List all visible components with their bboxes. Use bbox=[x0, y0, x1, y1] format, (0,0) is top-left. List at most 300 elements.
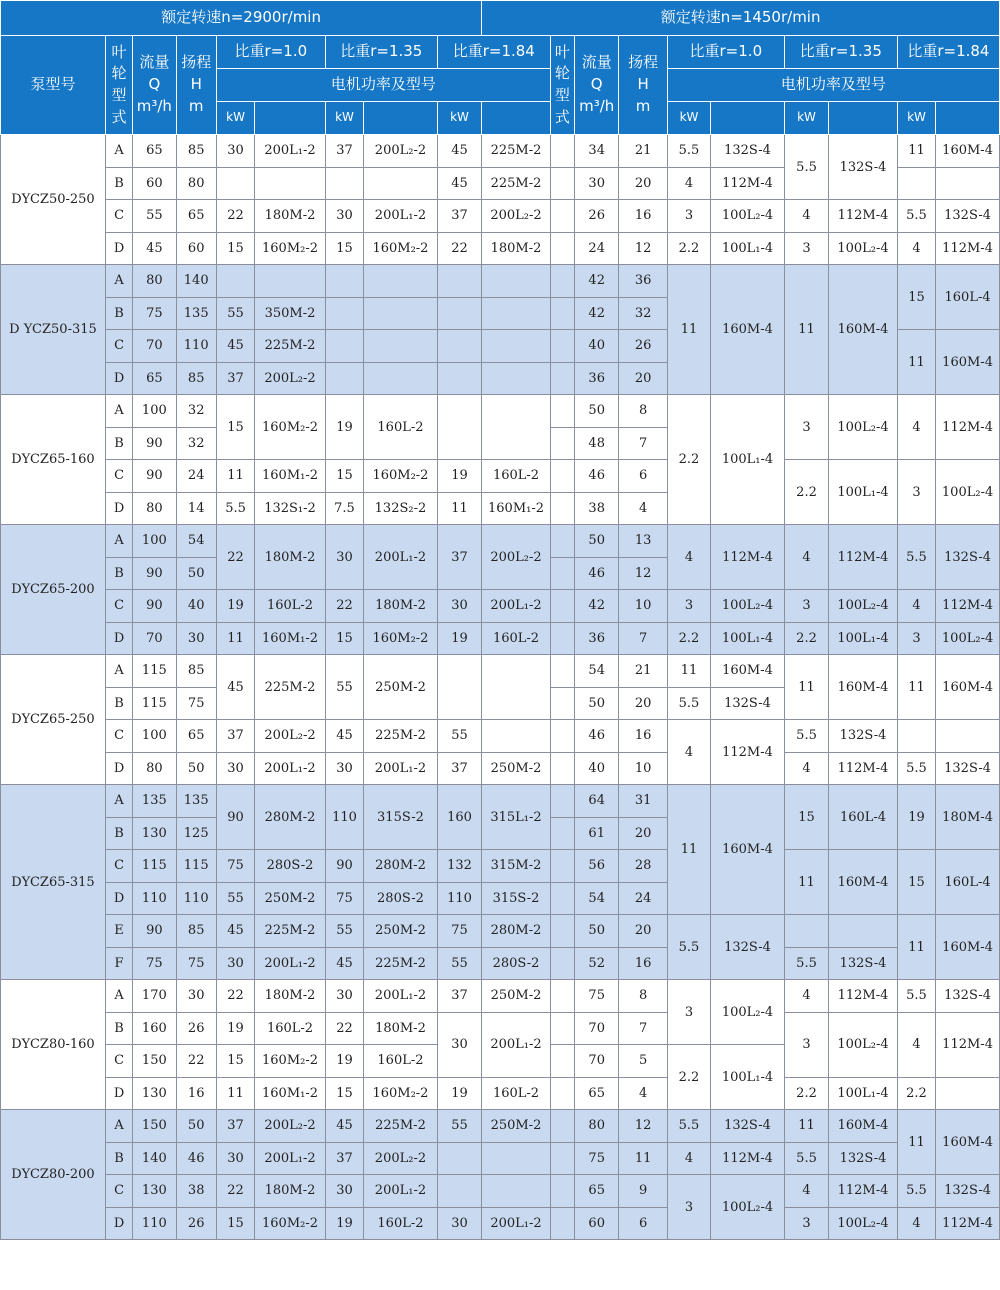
cell-motor-2900-r184: 225M-2 bbox=[482, 167, 551, 200]
cell-flow: 160 bbox=[133, 1012, 176, 1045]
cell-kw-2900-r184 bbox=[437, 655, 481, 720]
cell-flow: 140 bbox=[133, 1142, 176, 1175]
cell-motor-2900-r135: 250M-2 bbox=[364, 655, 438, 720]
table-row bbox=[1, 135, 1000, 168]
cell-kw-1450-r10: 5.5 bbox=[667, 915, 710, 980]
cell-head-1450: 20 bbox=[619, 362, 667, 395]
cell-impeller: A bbox=[105, 785, 132, 818]
cell-kw-2900-r135: 37 bbox=[325, 135, 363, 168]
cell-head: 85 bbox=[176, 362, 216, 395]
cell-motor-1450-r10: 112M-4 bbox=[711, 720, 785, 785]
cell-flow: 90 bbox=[133, 427, 176, 460]
cell-flow-1450: 50 bbox=[575, 525, 619, 558]
cell-impeller-1450 bbox=[550, 232, 574, 265]
pump-group bbox=[1, 265, 1000, 395]
cell-motor-2900-r135: 160L-2 bbox=[364, 395, 438, 460]
cell-head-1450: 16 bbox=[619, 947, 667, 980]
cell-motor-2900-r135: 180M-2 bbox=[364, 590, 438, 623]
cell-flow: 75 bbox=[133, 297, 176, 330]
cell-head: 110 bbox=[176, 330, 216, 363]
cell-kw-2900-r135 bbox=[325, 330, 363, 363]
cell-motor-1450-r135: 112M-4 bbox=[829, 525, 898, 590]
cell-flow-1450: 36 bbox=[575, 362, 619, 395]
cell-flow-1450: 80 bbox=[575, 1110, 619, 1143]
cell-head-1450: 36 bbox=[619, 265, 667, 298]
cell-kw-1450-r184: 5.5 bbox=[897, 525, 935, 590]
cell-kw-1450-r135: 11 bbox=[784, 655, 828, 720]
cell-impeller-1450 bbox=[550, 785, 574, 818]
cell-flow-1450: 70 bbox=[575, 1012, 619, 1045]
pump-group bbox=[1, 525, 1000, 655]
cell-motor-1450-r184: 160M-4 bbox=[936, 135, 1000, 168]
cell-impeller-1450 bbox=[550, 817, 574, 850]
cell-head: 26 bbox=[176, 1012, 216, 1045]
cell-motor-2900-r10 bbox=[255, 167, 326, 200]
cell-head: 60 bbox=[176, 232, 216, 265]
cell-motor-2900-r10: 160M₁-2 bbox=[255, 1077, 326, 1110]
cell-head-1450: 12 bbox=[619, 557, 667, 590]
cell-motor-1450-r10: 100L₁-4 bbox=[711, 622, 785, 655]
cell-impeller: C bbox=[105, 1175, 132, 1208]
cell-impeller: C bbox=[105, 1045, 132, 1078]
cell-kw-1450-r135: 4 bbox=[784, 525, 828, 590]
cell-flow-1450: 46 bbox=[575, 557, 619, 590]
cell-kw-1450-r184: 11 bbox=[897, 1110, 935, 1175]
cell-impeller-1450 bbox=[550, 687, 574, 720]
cell-flow-1450: 46 bbox=[575, 720, 619, 753]
cell-kw-2900-r10: 11 bbox=[216, 622, 254, 655]
cell-head: 22 bbox=[176, 1045, 216, 1078]
impeller-header-2: 叶 轮 型 式 bbox=[550, 36, 574, 135]
cell-impeller-1450 bbox=[550, 752, 574, 785]
cell-head-1450: 12 bbox=[619, 1110, 667, 1143]
cell-kw-1450-r10: 5.5 bbox=[667, 1110, 710, 1143]
cell-motor-1450-r135: 132S-4 bbox=[829, 135, 898, 200]
cell-motor-2900-r184: 225M-2 bbox=[482, 135, 551, 168]
cell-impeller: F bbox=[105, 947, 132, 980]
cell-impeller: A bbox=[105, 980, 132, 1013]
table-row bbox=[1, 1110, 1000, 1143]
cell-flow: 65 bbox=[133, 362, 176, 395]
cell-kw-2900-r184: 22 bbox=[437, 232, 481, 265]
cell-motor-1450-r184: 132S-4 bbox=[936, 1175, 1000, 1208]
cell-flow: 100 bbox=[133, 720, 176, 753]
cell-motor-2900-r184 bbox=[482, 330, 551, 363]
pump-model-cell: D YCZ50-315 bbox=[1, 265, 106, 395]
cell-flow-1450: 65 bbox=[575, 1077, 619, 1110]
cell-head-1450: 4 bbox=[619, 492, 667, 525]
cell-flow-1450: 70 bbox=[575, 1045, 619, 1078]
pump-group bbox=[1, 395, 1000, 525]
cell-motor-2900-r184: 315L₁-2 bbox=[482, 785, 551, 850]
cell-motor-2900-r135: 200L₁-2 bbox=[364, 1175, 438, 1208]
cell-motor-1450-r10: 112M-4 bbox=[711, 167, 785, 200]
cell-kw-2900-r135: 30 bbox=[325, 980, 363, 1013]
cell-flow: 135 bbox=[133, 785, 176, 818]
cell-motor-2900-r184: 315M-2 bbox=[482, 850, 551, 883]
cell-kw-1450-r135: 15 bbox=[784, 785, 828, 850]
cell-motor-2900-r184 bbox=[482, 265, 551, 298]
cell-flow: 170 bbox=[133, 980, 176, 1013]
cell-flow: 65 bbox=[133, 135, 176, 168]
cell-head: 85 bbox=[176, 915, 216, 948]
cell-kw-2900-r135: 15 bbox=[325, 1077, 363, 1110]
sg135-header-2: 比重r=1.35 bbox=[784, 36, 897, 69]
cell-kw-2900-r184: 30 bbox=[437, 1012, 481, 1077]
cell-kw-2900-r135: 90 bbox=[325, 850, 363, 883]
cell-head-1450: 6 bbox=[619, 1207, 667, 1240]
cell-impeller: D bbox=[105, 362, 132, 395]
cell-kw-2900-r135 bbox=[325, 167, 363, 200]
table-row bbox=[1, 590, 1000, 623]
cell-kw-1450-r184: 19 bbox=[897, 785, 935, 850]
cell-impeller-1450 bbox=[550, 525, 574, 558]
sg184-header: 比重r=1.84 bbox=[437, 36, 550, 69]
cell-motor-2900-r135: 200L₁-2 bbox=[364, 980, 438, 1013]
cell-flow-1450: 75 bbox=[575, 980, 619, 1013]
cell-flow: 60 bbox=[133, 167, 176, 200]
cell-motor-1450-r10: 100L₂-4 bbox=[711, 590, 785, 623]
cell-motor-2900-r184: 315S-2 bbox=[482, 882, 551, 915]
cell-impeller-1450 bbox=[550, 135, 574, 168]
cell-flow: 90 bbox=[133, 915, 176, 948]
cell-head: 30 bbox=[176, 980, 216, 1013]
cell-flow-1450: 56 bbox=[575, 850, 619, 883]
cell-kw-2900-r184 bbox=[437, 265, 481, 298]
cell-kw-1450-r184: 4 bbox=[897, 1207, 935, 1240]
cell-motor-1450-r10: 112M-4 bbox=[711, 1142, 785, 1175]
cell-head-1450: 7 bbox=[619, 1012, 667, 1045]
cell-motor-1450-r184: 100L₂-4 bbox=[936, 460, 1000, 525]
cell-kw-1450-r184: 4 bbox=[897, 1012, 935, 1077]
cell-kw-1450-r184: 15 bbox=[897, 850, 935, 915]
cell-motor-2900-r184: 200L₂-2 bbox=[482, 525, 551, 590]
cell-kw-2900-r135: 30 bbox=[325, 525, 363, 590]
cell-kw-2900-r10: 30 bbox=[216, 1142, 254, 1175]
cell-kw-2900-r10: 30 bbox=[216, 135, 254, 168]
cell-kw-1450-r135: 3 bbox=[784, 395, 828, 460]
cell-kw-2900-r135 bbox=[325, 362, 363, 395]
cell-motor-1450-r10: 160M-4 bbox=[711, 265, 785, 395]
cell-motor-1450-r135: 132S-4 bbox=[829, 1142, 898, 1175]
cell-flow: 90 bbox=[133, 590, 176, 623]
cell-kw-2900-r135: 15 bbox=[325, 622, 363, 655]
cell-head-1450: 20 bbox=[619, 817, 667, 850]
cell-flow-1450: 54 bbox=[575, 882, 619, 915]
cell-impeller-1450 bbox=[550, 492, 574, 525]
cell-motor-2900-r135: 160M₂-2 bbox=[364, 1077, 438, 1110]
cell-kw-2900-r135 bbox=[325, 265, 363, 298]
cell-kw-1450-r184: 5.5 bbox=[897, 752, 935, 785]
cell-motor-1450-r135: 160M-4 bbox=[829, 1110, 898, 1143]
cell-kw-2900-r10: 15 bbox=[216, 1207, 254, 1240]
cell-motor-1450-r10: 100L₁-4 bbox=[711, 395, 785, 525]
cell-kw-2900-r135: 19 bbox=[325, 1045, 363, 1078]
cell-motor-2900-r10: 160M₂-2 bbox=[255, 395, 326, 460]
cell-kw-2900-r184: 75 bbox=[437, 915, 481, 948]
table-row bbox=[1, 1142, 1000, 1175]
cell-kw-2900-r184: 30 bbox=[437, 590, 481, 623]
cell-kw-1450-r184: 2.2 bbox=[897, 1077, 935, 1110]
cell-flow-1450: 61 bbox=[575, 817, 619, 850]
cell-kw-2900-r135: 30 bbox=[325, 1175, 363, 1208]
cell-flow-1450: 42 bbox=[575, 265, 619, 298]
cell-impeller: B bbox=[105, 167, 132, 200]
cell-kw-2900-r10 bbox=[216, 167, 254, 200]
cell-motor-1450-r10: 160M-4 bbox=[711, 655, 785, 688]
cell-kw-2900-r10 bbox=[216, 265, 254, 298]
cell-head-1450: 7 bbox=[619, 622, 667, 655]
cell-motor-1450-r135: 132S-4 bbox=[829, 947, 898, 980]
cell-kw-1450-r184: 4 bbox=[897, 232, 935, 265]
cell-impeller-1450 bbox=[550, 1175, 574, 1208]
cell-impeller: A bbox=[105, 525, 132, 558]
cell-kw-2900-r184: 37 bbox=[437, 980, 481, 1013]
cell-motor-1450-r184 bbox=[936, 720, 1000, 753]
cell-flow: 90 bbox=[133, 460, 176, 493]
table-row bbox=[1, 850, 1000, 883]
cell-motor-2900-r10: 280M-2 bbox=[255, 785, 326, 850]
pump-model-cell: DYCZ80-200 bbox=[1, 1110, 106, 1240]
cell-motor-2900-r184: 280M-2 bbox=[482, 915, 551, 948]
cell-head-1450: 11 bbox=[619, 1142, 667, 1175]
cell-kw-2900-r184: 45 bbox=[437, 135, 481, 168]
cell-motor-1450-r184: 112M-4 bbox=[936, 590, 1000, 623]
cell-kw-2900-r10: 15 bbox=[216, 395, 254, 460]
cell-head-1450: 24 bbox=[619, 882, 667, 915]
cell-motor-2900-r10: 160L-2 bbox=[255, 1012, 326, 1045]
kw-header: kW bbox=[216, 102, 254, 135]
cell-motor-2900-r135: 200L₂-2 bbox=[364, 1142, 438, 1175]
cell-motor-2900-r135: 200L₁-2 bbox=[364, 525, 438, 590]
cell-flow-1450: 24 bbox=[575, 232, 619, 265]
cell-kw-1450-r10: 3 bbox=[667, 200, 710, 233]
impeller-header: 叶 轮 型 式 bbox=[105, 36, 132, 135]
cell-kw-1450-r135: 3 bbox=[784, 590, 828, 623]
cell-kw-2900-r10: 30 bbox=[216, 947, 254, 980]
cell-motor-2900-r135: 200L₁-2 bbox=[364, 752, 438, 785]
cell-motor-2900-r184 bbox=[482, 720, 551, 753]
table-row bbox=[1, 1077, 1000, 1110]
cell-flow-1450: 40 bbox=[575, 752, 619, 785]
cell-flow-1450: 50 bbox=[575, 395, 619, 428]
cell-flow-1450: 48 bbox=[575, 427, 619, 460]
cell-kw-1450-r10: 3 bbox=[667, 590, 710, 623]
cell-flow-1450: 50 bbox=[575, 915, 619, 948]
cell-flow: 80 bbox=[133, 492, 176, 525]
cell-kw-2900-r10: 45 bbox=[216, 915, 254, 948]
sg184-header-2: 比重r=1.84 bbox=[897, 36, 999, 69]
cell-motor-1450-r184: 100L₂-4 bbox=[936, 622, 1000, 655]
cell-head: 32 bbox=[176, 395, 216, 428]
cell-motor-1450-r184: 160L-4 bbox=[936, 850, 1000, 915]
cell-motor-2900-r184: 200L₁-2 bbox=[482, 590, 551, 623]
speed-1450-header: 额定转速n=1450r/min bbox=[482, 1, 1000, 36]
cell-motor-1450-r135: 160M-4 bbox=[829, 850, 898, 915]
cell-motor-2900-r135: 160L-2 bbox=[364, 1207, 438, 1240]
cell-kw-1450-r135: 4 bbox=[784, 1175, 828, 1208]
cell-kw-2900-r10: 19 bbox=[216, 590, 254, 623]
table-row bbox=[1, 265, 1000, 298]
cell-kw-1450-r135: 2.2 bbox=[784, 460, 828, 525]
pump-model-cell: DYCZ65-315 bbox=[1, 785, 106, 980]
cell-kw-1450-r10: 2.2 bbox=[667, 1045, 710, 1110]
cell-kw-2900-r135: 110 bbox=[325, 785, 363, 850]
cell-flow-1450: 40 bbox=[575, 330, 619, 363]
cell-motor-2900-r135: 250M-2 bbox=[364, 915, 438, 948]
cell-motor-2900-r10: 180M-2 bbox=[255, 1175, 326, 1208]
cell-kw-1450-r135: 5.5 bbox=[784, 1142, 828, 1175]
cell-impeller: C bbox=[105, 720, 132, 753]
cell-kw-2900-r135: 45 bbox=[325, 720, 363, 753]
cell-impeller-1450 bbox=[550, 1207, 574, 1240]
cell-motor-2900-r184 bbox=[482, 1175, 551, 1208]
cell-kw-1450-r10: 11 bbox=[667, 785, 710, 915]
cell-flow: 80 bbox=[133, 752, 176, 785]
cell-motor-1450-r184: 112M-4 bbox=[936, 395, 1000, 460]
cell-motor-1450-r184: 112M-4 bbox=[936, 232, 1000, 265]
kw-header: kW bbox=[325, 102, 363, 135]
cell-kw-2900-r10: 90 bbox=[216, 785, 254, 850]
cell-head: 38 bbox=[176, 1175, 216, 1208]
cell-head-1450: 16 bbox=[619, 200, 667, 233]
cell-flow-1450: 38 bbox=[575, 492, 619, 525]
cell-motor-1450-r135: 160L-4 bbox=[829, 785, 898, 850]
cell-impeller-1450 bbox=[550, 427, 574, 460]
pump-group bbox=[1, 1110, 1000, 1240]
cell-kw-2900-r135: 55 bbox=[325, 915, 363, 948]
cell-kw-2900-r135: 45 bbox=[325, 947, 363, 980]
cell-motor-1450-r10: 112M-4 bbox=[711, 525, 785, 590]
cell-impeller-1450 bbox=[550, 395, 574, 428]
cell-impeller-1450 bbox=[550, 557, 574, 590]
cell-motor-1450-r135: 100L₁-4 bbox=[829, 622, 898, 655]
cell-kw-1450-r135: 5.5 bbox=[784, 720, 828, 753]
cell-head-1450: 10 bbox=[619, 752, 667, 785]
kw-header: kW bbox=[897, 102, 935, 135]
cell-head: 50 bbox=[176, 752, 216, 785]
cell-flow-1450: 26 bbox=[575, 200, 619, 233]
cell-motor-2900-r10: 200L₁-2 bbox=[255, 752, 326, 785]
cell-motor-2900-r135: 225M-2 bbox=[364, 947, 438, 980]
sg135-header: 比重r=1.35 bbox=[325, 36, 437, 69]
cell-kw-1450-r135: 11 bbox=[784, 850, 828, 915]
cell-motor-2900-r184 bbox=[482, 1142, 551, 1175]
cell-kw-1450-r184: 5.5 bbox=[897, 200, 935, 233]
cell-flow: 55 bbox=[133, 200, 176, 233]
cell-kw-2900-r10: 55 bbox=[216, 297, 254, 330]
cell-head: 135 bbox=[176, 785, 216, 818]
cell-motor-1450-r135: 132S-4 bbox=[829, 720, 898, 753]
cell-motor-2900-r135: 132S₂-2 bbox=[364, 492, 438, 525]
cell-motor-1450-r10: 100L₂-4 bbox=[711, 1175, 785, 1240]
cell-kw-1450-r135: 4 bbox=[784, 980, 828, 1013]
cell-head: 24 bbox=[176, 460, 216, 493]
cell-kw-1450-r184: 4 bbox=[897, 590, 935, 623]
flow-header-2: 流量 Q m³/h bbox=[575, 36, 619, 135]
cell-impeller-1450 bbox=[550, 947, 574, 980]
kw-header: kW bbox=[437, 102, 481, 135]
table-row bbox=[1, 200, 1000, 233]
cell-kw-2900-r10: 37 bbox=[216, 720, 254, 753]
cell-flow: 70 bbox=[133, 622, 176, 655]
cell-motor-2900-r135: 160M₂-2 bbox=[364, 460, 438, 493]
cell-kw-2900-r184 bbox=[437, 330, 481, 363]
cell-kw-1450-r10: 4 bbox=[667, 525, 710, 590]
cell-impeller-1450 bbox=[550, 167, 574, 200]
pump-model-cell: DYCZ80-160 bbox=[1, 980, 106, 1110]
cell-kw-1450-r10: 4 bbox=[667, 720, 710, 785]
cell-motor-1450-r135: 100L₂-4 bbox=[829, 1012, 898, 1077]
cell-impeller-1450 bbox=[550, 655, 574, 688]
pump-group bbox=[1, 655, 1000, 785]
cell-impeller: D bbox=[105, 622, 132, 655]
cell-kw-2900-r10: 22 bbox=[216, 525, 254, 590]
cell-kw-2900-r135: 30 bbox=[325, 752, 363, 785]
cell-flow-1450: 52 bbox=[575, 947, 619, 980]
cell-motor-1450-r10: 100L₂-4 bbox=[711, 980, 785, 1045]
cell-motor-2900-r10: 200L₂-2 bbox=[255, 1110, 326, 1143]
cell-kw-1450-r184: 11 bbox=[897, 655, 935, 720]
cell-kw-1450-r184: 5.5 bbox=[897, 980, 935, 1013]
cell-motor-1450-r184: 132S-4 bbox=[936, 200, 1000, 233]
cell-kw-2900-r184: 55 bbox=[437, 720, 481, 753]
cell-head-1450: 20 bbox=[619, 167, 667, 200]
cell-motor-2900-r184: 280S-2 bbox=[482, 947, 551, 980]
cell-motor-2900-r184: 160L-2 bbox=[482, 1077, 551, 1110]
cell-kw-1450-r184: 4 bbox=[897, 395, 935, 460]
cell-motor-2900-r135: 160L-2 bbox=[364, 1045, 438, 1078]
cell-motor-1450-r135: 112M-4 bbox=[829, 752, 898, 785]
cell-kw-1450-r10: 11 bbox=[667, 265, 710, 395]
cell-motor-1450-r184 bbox=[936, 1077, 1000, 1110]
cell-impeller: D bbox=[105, 1077, 132, 1110]
cell-kw-2900-r135: 55 bbox=[325, 655, 363, 720]
cell-kw-2900-r10: 37 bbox=[216, 1110, 254, 1143]
cell-motor-1450-r135: 100L₂-4 bbox=[829, 590, 898, 623]
cell-impeller: C bbox=[105, 850, 132, 883]
cell-kw-2900-r135 bbox=[325, 297, 363, 330]
cell-head-1450: 6 bbox=[619, 460, 667, 493]
cell-motor-2900-r10: 160M₂-2 bbox=[255, 1045, 326, 1078]
cell-impeller-1450 bbox=[550, 1142, 574, 1175]
cell-kw-2900-r184: 11 bbox=[437, 492, 481, 525]
cell-motor-2900-r135: 280S-2 bbox=[364, 882, 438, 915]
sg1-header-2: 比重r=1.0 bbox=[667, 36, 784, 69]
cell-motor-2900-r184 bbox=[482, 362, 551, 395]
cell-motor-1450-r10: 132S-4 bbox=[711, 135, 785, 168]
cell-kw-2900-r10: 45 bbox=[216, 655, 254, 720]
cell-kw-1450-r10: 3 bbox=[667, 980, 710, 1045]
cell-motor-1450-r135: 160M-4 bbox=[829, 265, 898, 395]
cell-motor-2900-r10: 225M-2 bbox=[255, 915, 326, 948]
cell-motor-2900-r184: 250M-2 bbox=[482, 1110, 551, 1143]
cell-kw-2900-r10: 22 bbox=[216, 980, 254, 1013]
cell-motor-2900-r184: 180M-2 bbox=[482, 232, 551, 265]
pump-model-cell: DYCZ65-250 bbox=[1, 655, 106, 785]
cell-kw-2900-r184: 110 bbox=[437, 882, 481, 915]
cell-kw-2900-r10: 45 bbox=[216, 330, 254, 363]
cell-impeller: C bbox=[105, 200, 132, 233]
cell-motor-1450-r10: 100L₂-4 bbox=[711, 200, 785, 233]
table-row bbox=[1, 525, 1000, 558]
cell-motor-2900-r135 bbox=[364, 330, 438, 363]
cell-flow: 150 bbox=[133, 1045, 176, 1078]
cell-motor-2900-r135 bbox=[364, 362, 438, 395]
cell-motor-2900-r10: 225M-2 bbox=[255, 655, 326, 720]
table-row bbox=[1, 915, 1000, 948]
cell-head: 85 bbox=[176, 135, 216, 168]
